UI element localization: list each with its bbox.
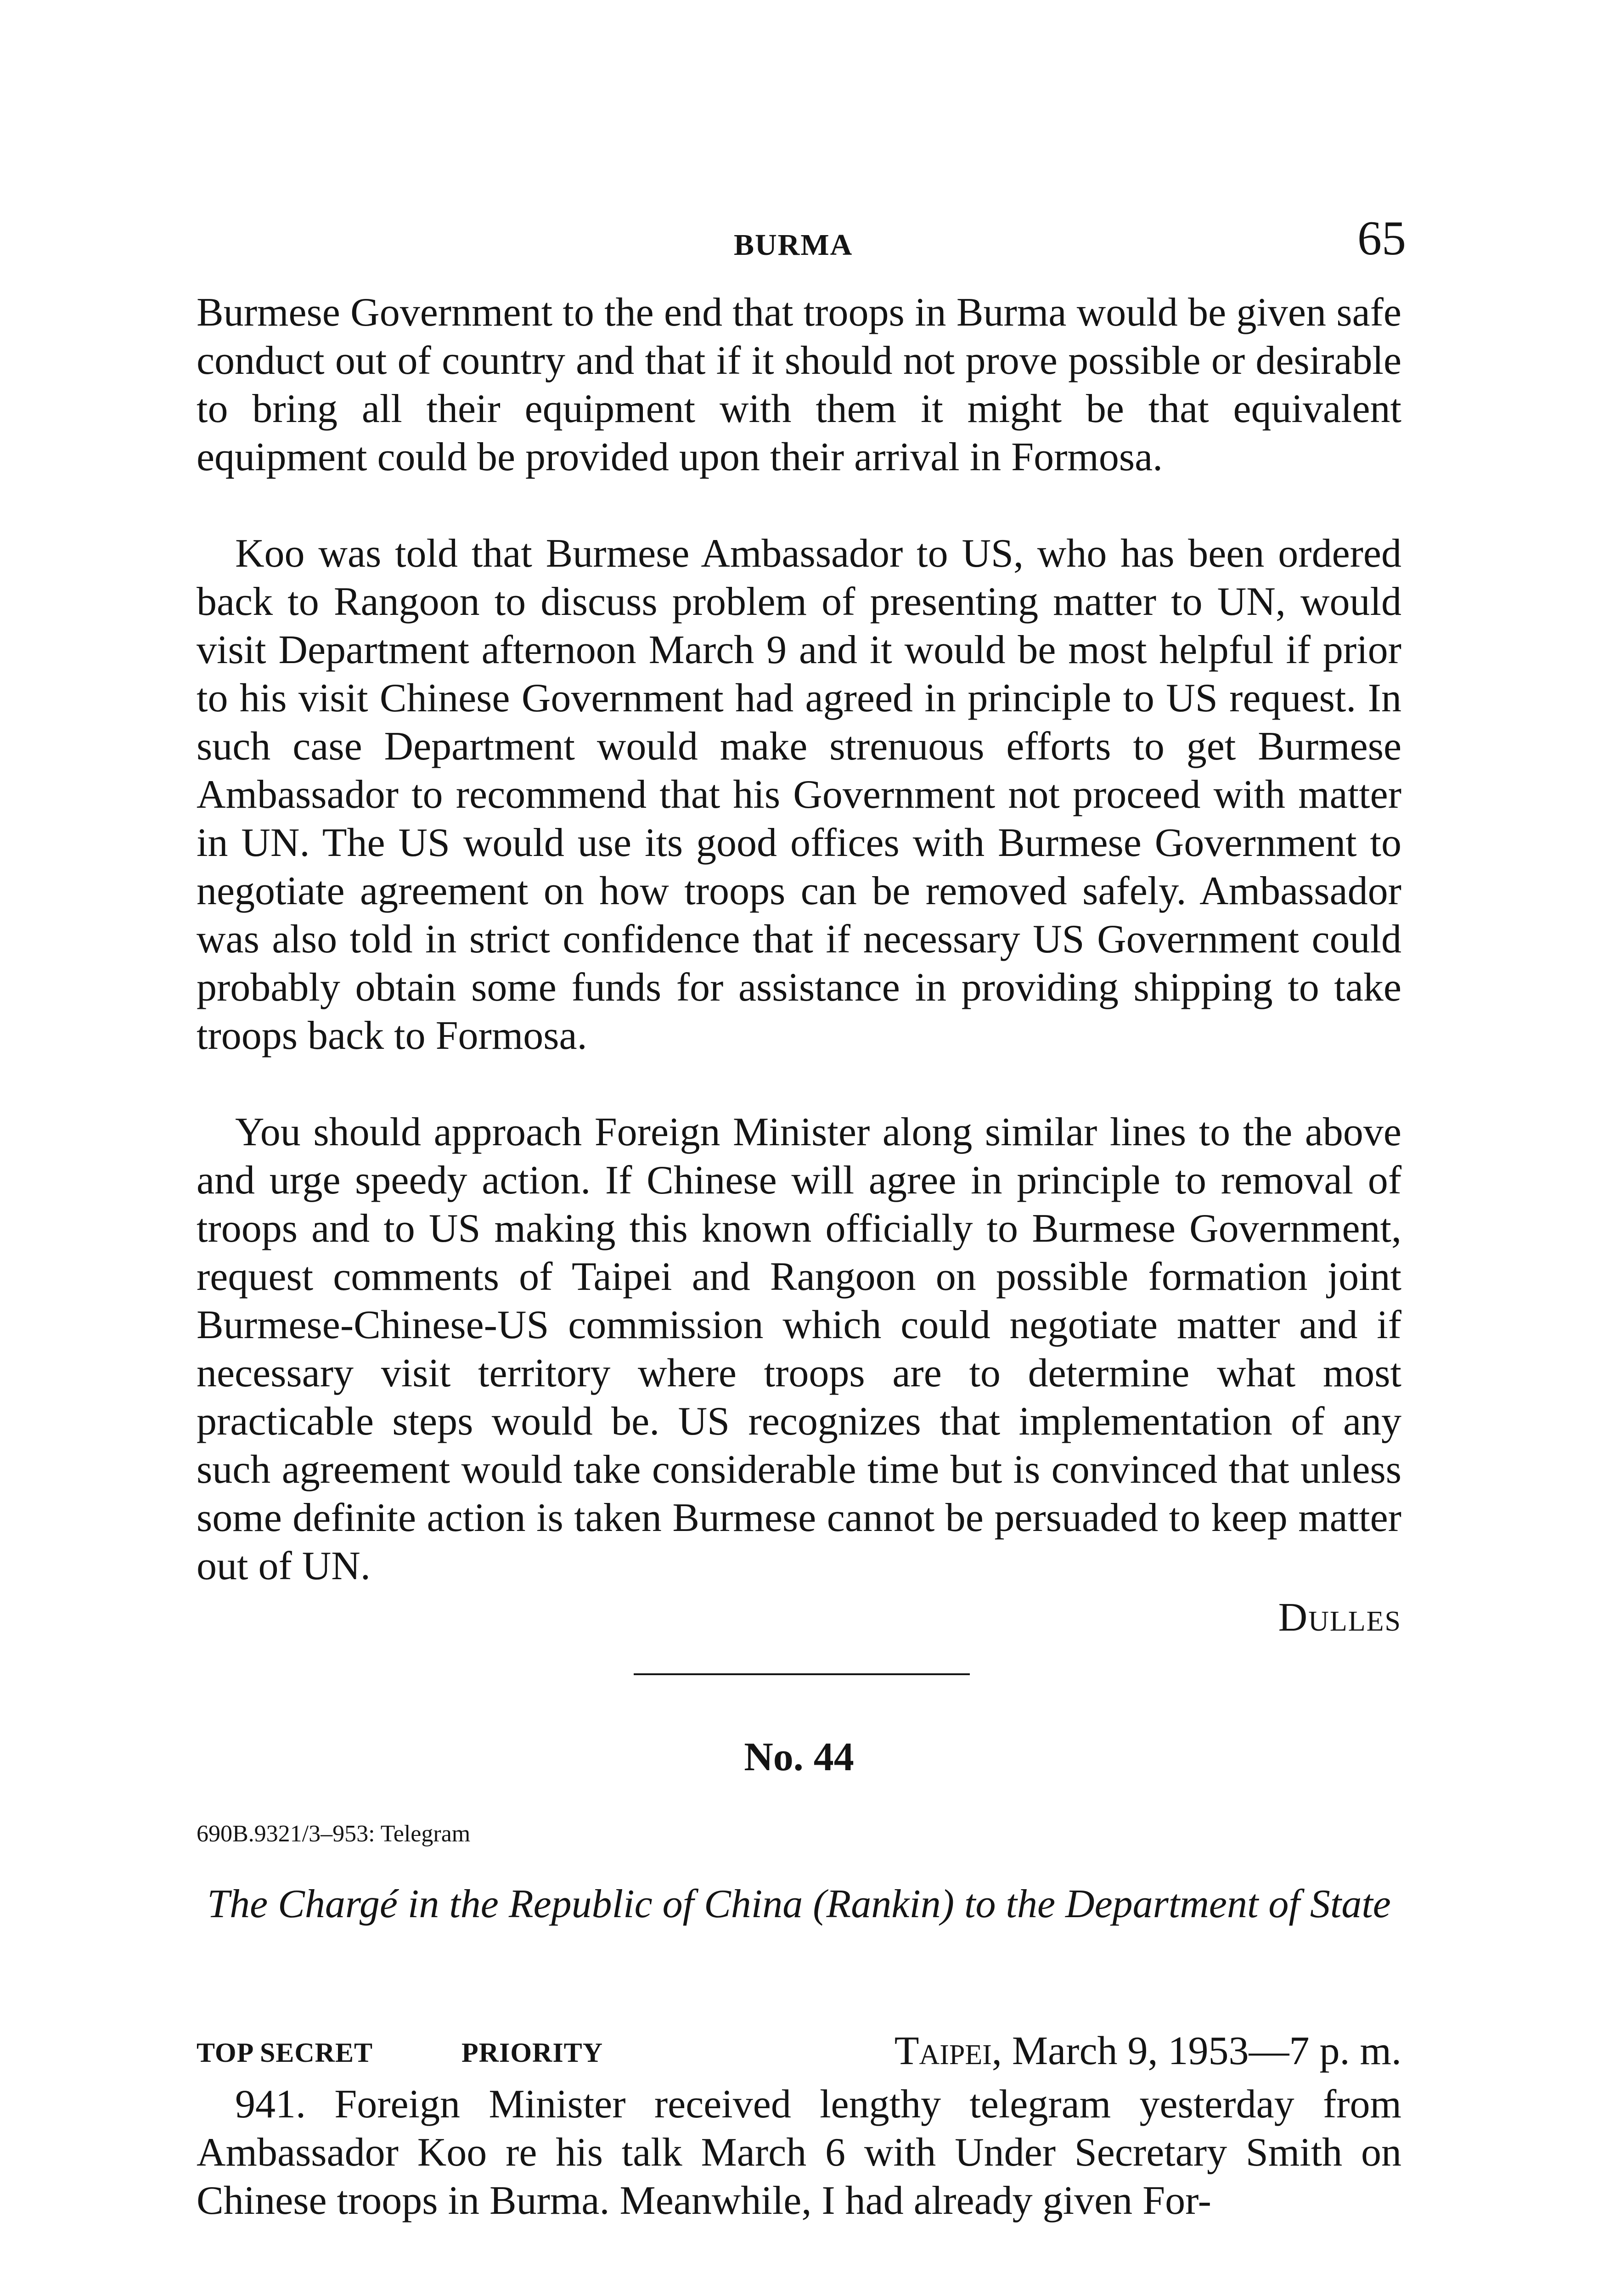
place-date [895, 2028, 1401, 2074]
text-block-3 [197, 1108, 1401, 1590]
text-block-2 [197, 529, 1401, 1060]
text-block-1 [197, 288, 1401, 481]
text-block-4 [197, 2080, 1401, 2225]
file-reference: 690B.9321/3–953: Telegram [197, 1821, 471, 1847]
dateline [197, 2028, 1401, 2078]
signature: Dulles [1278, 1595, 1401, 1640]
body-paragraph-3: You should approach Foreign Minister along similar lines to the above and urge speedy action. If Chinese will agree in principle to removal of troops and to US making this known officially to Burmese Government, request comments of Taipei and Rangoon on possible formation joint Burmese-Chinese-US commission which could negotiate matter and if necessary visit territory where troops are to determine what most practicable steps would be. US recognizes that implementation of any such agreement would take considerable time but is convinced that unless some definite action is taken Burmese cannot be persuaded to keep matter out of UN. [197, 1110, 1401, 1588]
dateline-date: , March 9, 1953—7 p. m. [991, 2029, 1401, 2073]
document-number: No. 44 [744, 1735, 854, 1779]
section-divider [634, 1673, 970, 1675]
document-title: The Chargé in the Republic of China (Rankin) to the Department of State [207, 1882, 1391, 1926]
page-number: 65 [1357, 211, 1406, 265]
classification-label: TOP SECRET [197, 2037, 373, 2068]
dateline-city: Taipei [894, 2029, 992, 2073]
body-paragraph-2: Koo was told that Burmese Ambassador to US, who has been ordered back to Rangoon to discuss problem of presenting matter to UN, would visit Department afternoon March 9 and it would be most helpful if prior to his visit Chinese Government had agreed in principle to US request. In such case Department would make strenuous efforts to get Burmese Ambassador to recommend that his Government not proceed with matter in UN. The US would use its good offices with Burmese Government to negotiate agreement on how troops can be removed safely. Ambassador was also told in strict confidence that if necessary US Government could probably obtain some funds for assistance in providing shipping to take troops back to Formosa. [197, 531, 1401, 1058]
telegram-paragraph-1: 941. Foreign Minister received lengthy telegram yesterday from Ambassador Koo re his talk March 6 with Under Secretary Smith on Chinese troops in Burma. Meanwhile, I had already given For- [197, 2082, 1401, 2223]
body-paragraph-1: Burmese Government to the end that troops in Burma would be given safe conduct out of country and that if it should not prove possible or desirable to bring all their equipment with them it might be that equivalent equipment could be provided upon their arrival in Formosa. [197, 290, 1401, 479]
priority-label: PRIORITY [461, 2037, 603, 2068]
running-head: BURMA [734, 228, 853, 262]
